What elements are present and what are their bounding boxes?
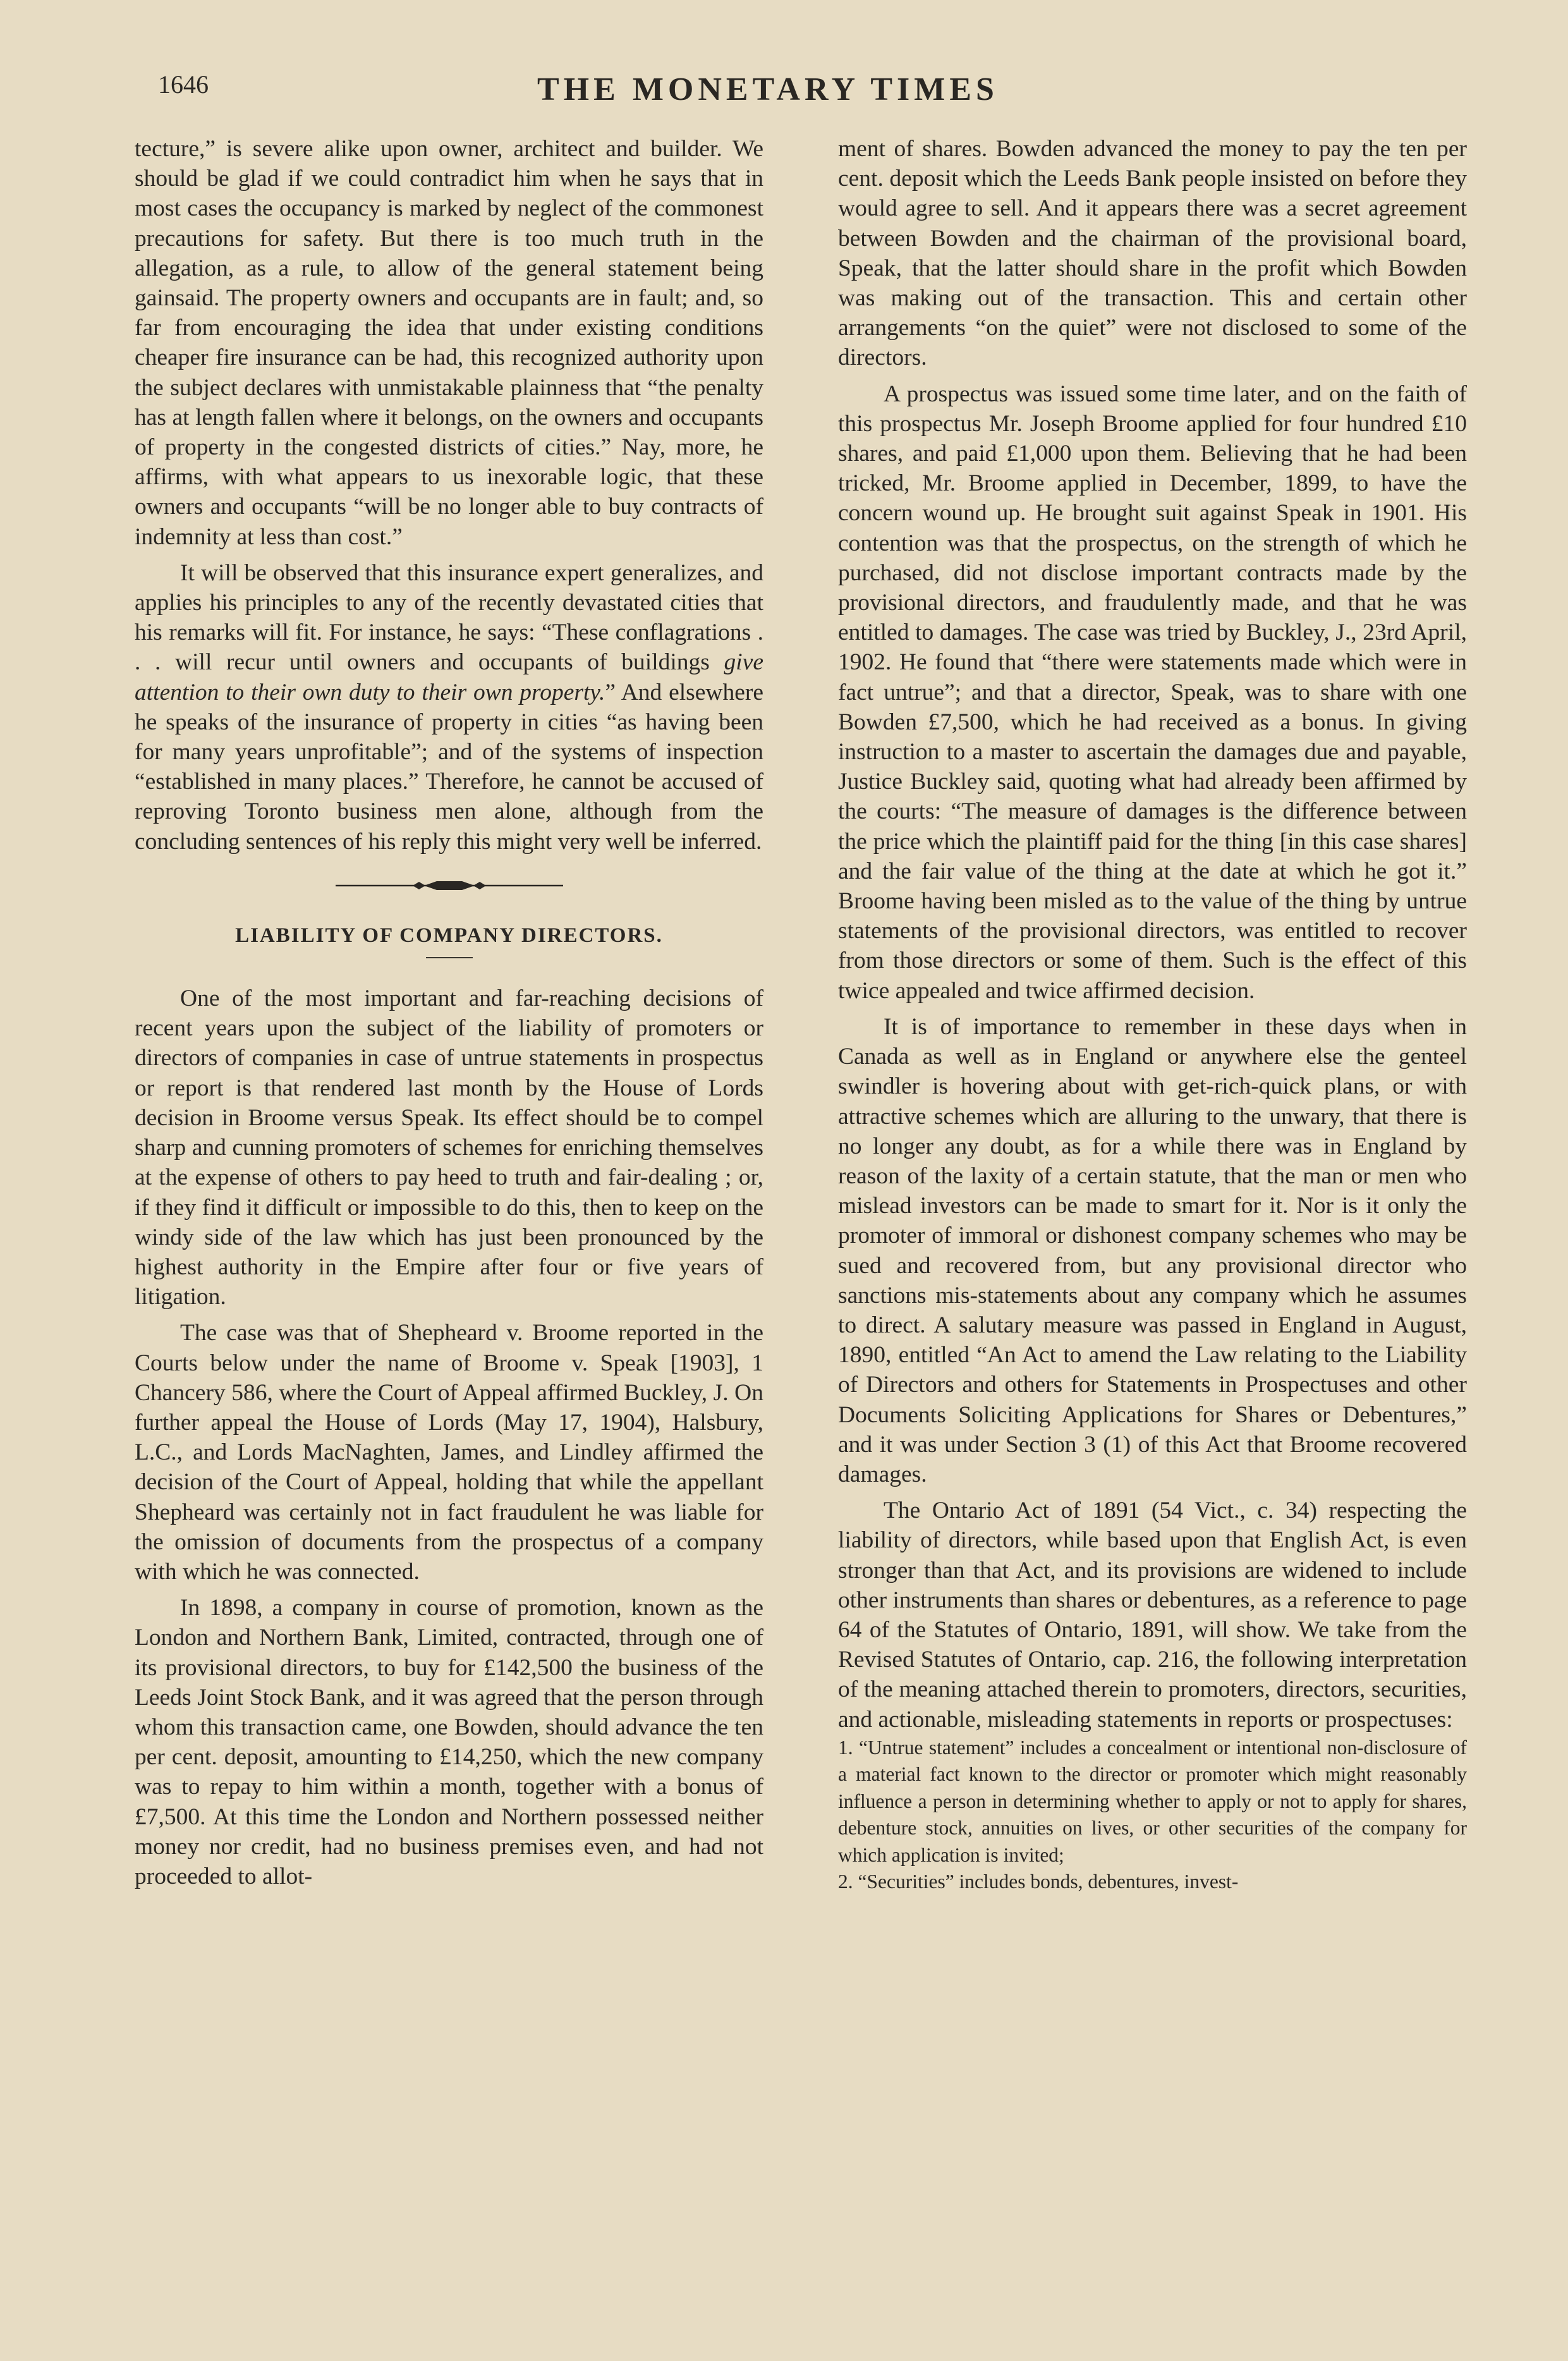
definition-item: 2. “Securities” includes bonds, debentures, invest- (838, 1870, 1239, 1893)
paragraph: ment of shares. Bowden advanced the money to pay the ten per cent. deposit which the Leeds Bank people insisted on before they would agree to sell. And it appears there was a secret agreement between Bowden and the chairman of the provisional board, Speak, that the latter should share in the profit which Bowden was making out of the transaction. This and certain other arrangements “on the quiet” were not disclosed to some of the directors. (838, 136, 1467, 371)
ornament-divider-icon (336, 878, 563, 893)
section-title: LIABILITY OF COMPANY DIRECTORS. (235, 924, 663, 947)
paragraph: tecture,” is severe alike upon owner, architect and builder. We should be glad if we could contradict him when he says that in most cases the occupancy is marked by neglect of the commonest precautions for safety. But there is too much truth in the allegation, as a rule, to allow of the general statement being gainsaid. The property owners and occupants are in fault; and, so far from encouraging the idea that under existing conditions cheaper fire insurance can be had, this recognized authority upon the subject declares with unmistakable plainness that “the penalty has at length fallen where it belongs, on the owners and occupants of property in the congested districts of cities.” Nay, more, he affirms, with what appears to us inexorable logic, that these owners and occupants “will be no longer able to buy contracts of indemnity at less than cost.” (135, 136, 763, 550)
paragraph: In 1898, a company in course of promotion, known as the London and Northern Bank, Limited, contracted, through one of its provisional directors, to buy for £142,500 the business of the Leeds Joint Stock Bank, and it was agreed that the person through whom this transaction came, one Bowden, should advance the ten per cent. deposit, amounting to £14,250, which the new company was to repay to him within a month, together with a bonus of £7,500. At this time the London and Northern possessed neither money nor credit, had no business premises even, and had not proceeded to allot- (135, 1595, 763, 1889)
page-number: 1646 (158, 70, 209, 99)
definition-item: 1. “Untrue statement” includes a concealment or intentional non-disclosure of a material fact known to the director or promoter which might reasonably influence a person in determining whether to apply or not to apply for shares, debenture stock, annuities on lives, or other securities of the company for which application is invited; (838, 1736, 1467, 1866)
left-column (135, 134, 763, 1891)
right-column (838, 134, 1467, 1896)
paragraph: A prospectus was issued some time later, and on the faith of this prospectus Mr. Joseph Broome applied for four hundred £10 shares, and paid £1,000 upon them. Believing that he had been tricked, Mr. Broome applied in December, 1899, to have the concern wound up. He brought suit against Speak in 1901. His contention was that the prospectus, on the strength of which he purchased, did not disclose important contracts made by the provisional directors, and fraudulently made, and that he was entitled to damages. The case was tried by Buckley, J., 23rd April, 1902. He found that “there were statements made which were in fact untrue”; and that a director, Speak, was to share with one Bowden £7,500, which he had received as a bonus. In giving instruction to a master to ascertain the damages due and payable, Justice Buckley said, quoting what had already been affirmed by the courts: “The measure of damages is the difference between the price which the plaintiff paid for the thing [in this case shares] and the fair value of the thing at the date at which he got it.” Broome having been misled as to the value of the thing by untrue statements of the provisional directors, was entitled to recover from those directors or some of them. Such is the effect of this twice appealed and twice affirmed decision. (838, 381, 1467, 1004)
paragraph: The case was that of Shepheard v. Broome reported in the Courts below under the name of Broome v. Speak [1903], 1 Chancery 586, where the Court of Appeal affirmed Buckley, J. On further appeal the House of Lords (May 17, 1904), Halsbury, L.C., and Lords MacNaghten, James, and Lindley affirmed the decision of the Court of Appeal, holding that while the appellant Shepheard was certainly not in fact fraudulent he was liable for the omission of documents from the prospectus of a company with which he was connected. (135, 1320, 763, 1585)
paragraph: It will be observed that this insurance expert generalizes, and applies his principles to any of the recently devastated cities that his remarks will fit. For instance, he says: “These conflagrations . . . will recur until owners and occupants of buildings give attention to their own duty to their own property.” And elsewhere he speaks of the insurance of property in cities “as having been for many years unprofitable”; and of the systems of inspection “established in many places.” Therefore, he cannot be accused of reproving Toronto business men alone, although from the concluding sentences of his reply this might very well be inferred. (135, 559, 763, 855)
paragraph: One of the most important and far-reaching decisions of recent years upon the subject of the liability of promoters or directors of companies in case of untrue statements in prospectus or report is that rendered last month by the House of Lords decision in Broome versus Speak. Its effect should be to compel sharp and cunning promoters of schemes for enriching themselves at the expense of others to pay heed to truth and fair-dealing ; or, if they find it difficult or impossible to do this, then to keep on the windy side of the law which has just been pronounced by the highest authority in the Empire after four or five years of litigation. (135, 985, 763, 1310)
paragraph: It is of importance to remember in these days when in Canada as well as in England or anywhere else the genteel swindler is hovering about with get-rich-quick plans, or with attractive schemes which are alluring to the unwary, that there is no longer any doubt, as for a while there was in England by reason of the laxity of a certain statute, that the man or men who mislead investors can be made to smart for it. Nor is it only the promoter of immoral or dishonest company schemes who may be sued and recovered from, but any provisional director who sanctions mis-statements about any company which he assumes to direct. A salutary measure was passed in England in August, 1890, entitled “An Act to amend the Law relating to the Liability of Directors and others for Statements in Prospectuses and other Documents Soliciting Applications for Shares or Debentures,” and it was under Section 3 (1) of this Act that Broome recovered damages. (838, 1013, 1467, 1487)
italic-quote: give attention to their own duty to their own property. (135, 649, 763, 705)
title-rule (426, 957, 473, 958)
paragraph: The Ontario Act of 1891 (54 Vict., c. 34) respecting the liability of directors, while based upon that English Act, is even stronger than that Act, and its provisions are widened to include other instruments than shares or debentures, as a reference to page 64 of the Statutes of Ontario, 1891, will show. We take from the Revised Statutes of Ontario, cap. 216, the following interpretation of the meaning attached therein to promoters, directors, securities, and actionable, misleading statements in reports or prospectuses: (838, 1498, 1467, 1733)
journal-title: THE MONETARY TIMES (537, 71, 999, 107)
